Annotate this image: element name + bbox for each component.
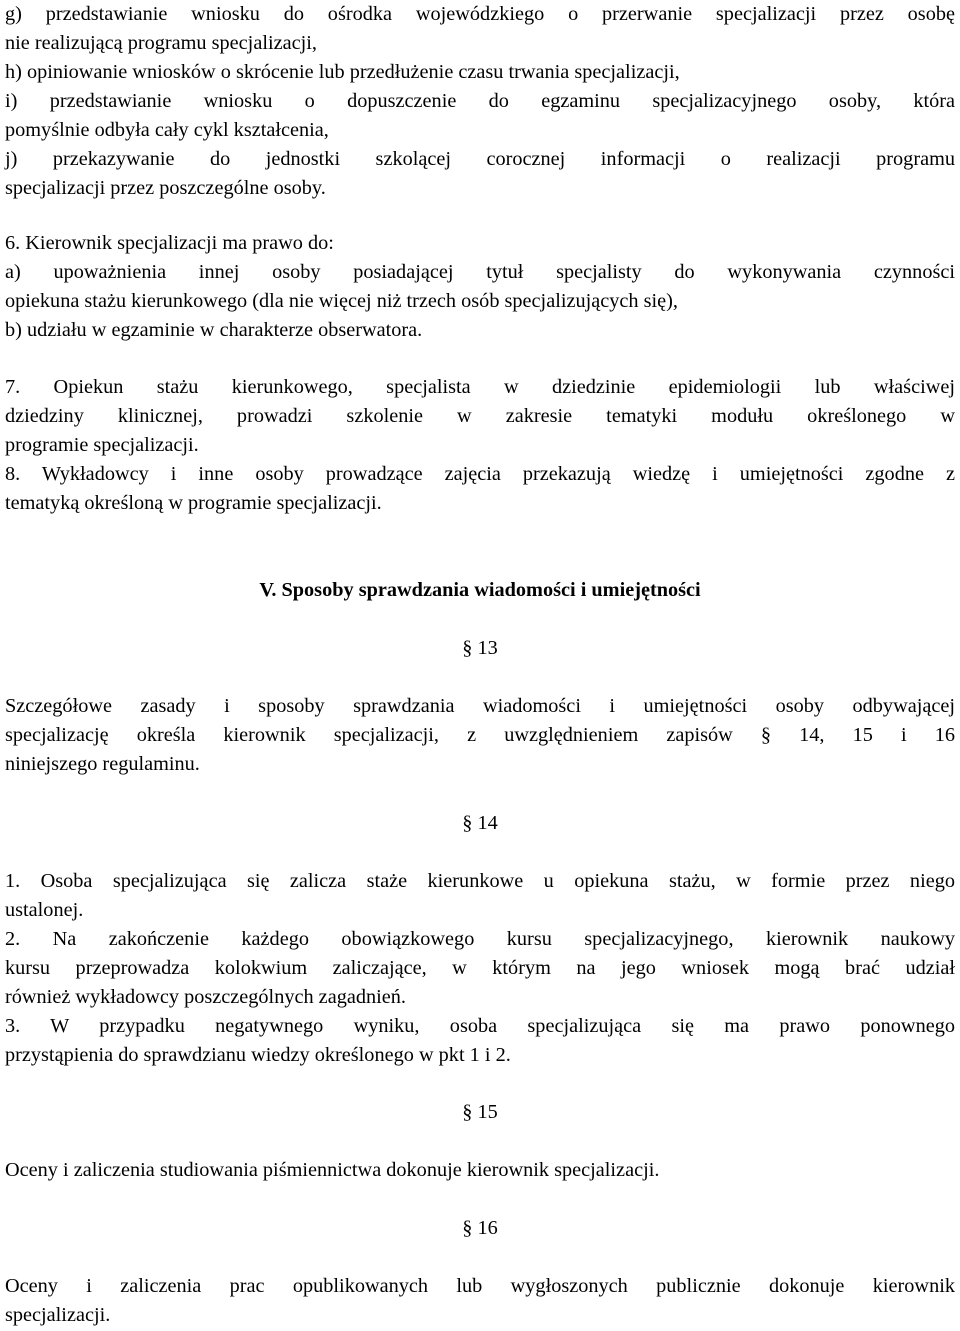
text-line: j) przekazywanie do jednostki szkolącej corocznej informacji o realizacji programu <box>5 148 955 170</box>
text-line: specjalizacji. <box>5 1304 111 1326</box>
text-line: 7. Opiekun stażu kierunkowego, specjalista w dziedzinie epidemiologii lub właściwej <box>5 376 955 398</box>
text-line: opiekuna stażu kierunkowego (dla nie więcej niż trzech osób specjalizujących się), <box>5 290 678 312</box>
point-6 <box>5 229 955 345</box>
text-line: 1. Osoba specjalizująca się zalicza staże kierunkowe u opiekuna stażu, w formie przez niego <box>5 870 955 892</box>
paragraph-13-ref: § 13 <box>462 637 498 659</box>
paragraph-14-body <box>5 867 955 1070</box>
text-line: specjalizację określa kierownik specjalizacji, z uwzględnieniem zapisów § 14, 15 i 16 <box>5 724 955 746</box>
text-line: przystąpienia do sprawdzianu wiedzy określonego w pkt 1 i 2. <box>5 1044 511 1066</box>
text-line: a) upoważnienia innej osoby posiadającej tytuł specjalisty do wykonywania czynności <box>5 261 955 283</box>
text-line: 8. Wykładowcy i inne osoby prowadzące zajęcia przekazują wiedzę i umiejętności zgodne z <box>5 463 955 485</box>
points-7-8 <box>5 373 955 518</box>
text-line: Oceny i zaliczenia studiowania piśmiennictwa dokonuje kierownik specjalizacji. <box>5 1159 660 1181</box>
text-line: ustalonej. <box>5 899 84 921</box>
paragraph-16-ref: § 16 <box>462 1217 498 1239</box>
text-line: nie realizującą programu specjalizacji, <box>5 32 317 54</box>
text-line: i) przedstawianie wniosku o dopuszczenie do egzaminu specjalizacyjnego osoby, która <box>5 90 955 112</box>
text-line: b) udziału w egzaminie w charakterze obserwatora. <box>5 319 423 341</box>
text-line: specjalizacji przez poszczególne osoby. <box>5 177 326 199</box>
text-line: również wykładowcy poszczególnych zagadnień. <box>5 986 406 1008</box>
text-line: dziedziny klinicznej, prowadzi szkolenie w zakresie tematyki modułu określonego w <box>5 405 955 427</box>
text-line: Szczegółowe zasady i sposoby sprawdzania wiadomości i umiejętności osoby odbywającej <box>5 695 955 717</box>
text-line: 2. Na zakończenie każdego obowiązkowego kursu specjalizacyjnego, kierownik naukowy <box>5 928 955 950</box>
section-heading: V. Sposoby sprawdzania wiadomości i umiejętności <box>259 579 701 601</box>
text-line: pomyślnie odbyła cały cykl kształcenia, <box>5 119 329 141</box>
text-line: g) przedstawianie wniosku do ośrodka wojewódzkiego o przerwanie specjalizacji przez osobę <box>5 3 955 25</box>
text-line: programie specjalizacji. <box>5 434 199 456</box>
paragraph-16-body <box>5 1272 955 1330</box>
paragraph-13-body <box>5 692 955 779</box>
text-line: h) opiniowanie wniosków o skrócenie lub przedłużenie czasu trwania specjalizacji, <box>5 61 680 83</box>
text-line: Oceny i zaliczenia prac opublikowanych lub wygłoszonych publicznie dokonuje kierownik <box>5 1275 955 1297</box>
paragraph-15-body <box>5 1156 955 1185</box>
text-line: niniejszego regulaminu. <box>5 753 200 775</box>
text-line: tematyką określoną w programie specjalizacji. <box>5 492 382 514</box>
duties-list-continued <box>5 0 955 203</box>
text-line: kursu przeprowadza kolokwium zaliczające, w którym na jego wniosek mogą brać udział <box>5 957 955 979</box>
paragraph-15-ref: § 15 <box>462 1101 498 1123</box>
text-line: 6. Kierownik specjalizacji ma prawo do: <box>5 232 334 254</box>
paragraph-14-ref: § 14 <box>462 812 498 834</box>
text-line: 3. W przypadku negatywnego wyniku, osoba specjalizująca się ma prawo ponownego <box>5 1015 955 1037</box>
